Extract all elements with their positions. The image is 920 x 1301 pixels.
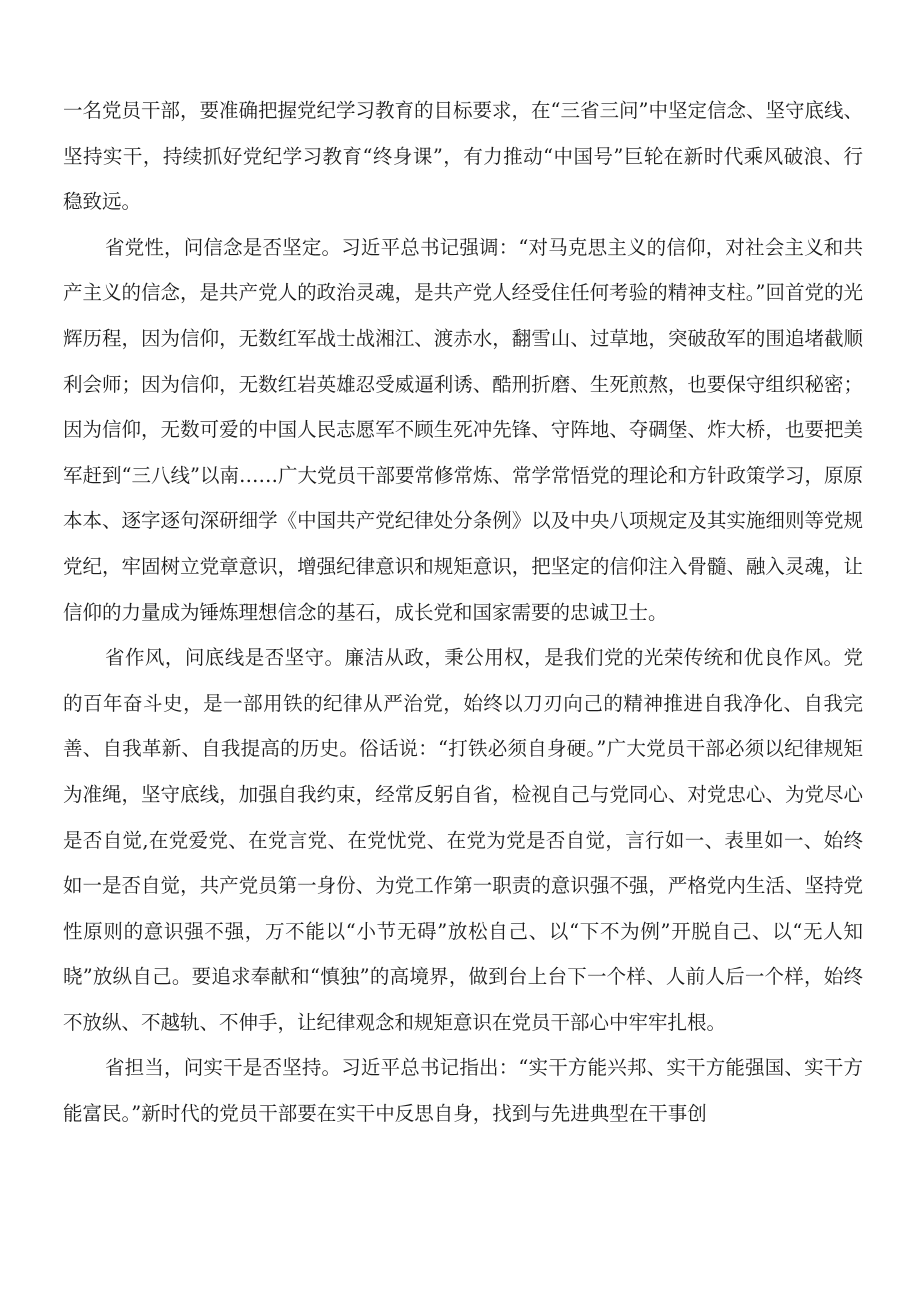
paragraph-work-style: 省作风，问底线是否坚守。廉洁从政，秉公用权，是我们党的光荣传统和优良作风。党的百年奋斗史，是一部用铁的纪律从严治党，始终以刀刃向己的精神推进自我净化、自我完善、自我革新、自我提高的历史。俗话说：“打铁必须自身硬。”广大党员干部必须以纪律规矩为准绳，坚守底线，加强自我约束，经常反躬自省，检视自己与党同心、对党忠心、为党尽心是否自觉,在党爱党、在党言党、在党忧党、在党为党是否自觉，言行如一、表里如一、始终如一是否自觉，共产党员第一身份、为党工作第一职责的意识强不强，严格党内生活、坚持党性原则的意识强不强，万不能以“小节无碍”放松自己、以“下不为例”开脱自己、以“无人知晓”放纵自己。要追求奉献和“慎独”的高境界，做到台上台下一个样、人前人后一个样，始终不放纵、不越轨、不伸手，让纪律观念和规矩意识在党员干部心中牢牢扎根。 (63, 646, 863, 1034)
document-body (63, 88, 863, 1137)
paragraph-intro: 一名党员干部，要准确把握党纪学习教育的目标要求，在“三省三问”中坚定信念、坚守底线、坚持实干，持续抓好党纪学习教育“终身课”，有力推动“中国号”巨轮在新时代乘风破浪、行稳致远。 (63, 99, 863, 214)
paragraph-responsibility: 省担当，问实干是否坚持。习近平总书记指出：“实干方能兴邦、实干方能强国、实干方能富民。”新时代的党员干部要在实干中反思自身，找到与先进典型在干事创 (63, 1056, 863, 1126)
paragraph-party-spirit: 省党性，问信念是否坚定。习近平总书记强调：“对马克思主义的信仰，对社会主义和共产主义的信念，是共产党人的政治灵魂，是共产党人经受住任何考验的精神支柱。”回首党的光辉历程，因为信仰，无数红军战士战湘江、渡赤水，翻雪山、过草地，突破敌军的围追堵截顺利会师；因为信仰，无数红岩英雄忍受威逼利诱、酷刑折磨、生死煎熬，也要保守组织秘密；因为信仰，无数可爱的中国人民志愿军不顾生死冲先锋、守阵地、夺碉堡、炸大桥，也要把美军赶到“三八线”以南……广大党员干部要常修常炼、常学常悟党的理论和方针政策学习，原原本本、逐字逐句深研细学《中国共产党纪律处分条例》以及中央八项规定及其实施细则等党规党纪，牢固树立党章意识，增强纪律意识和规矩意识，把坚定的信仰注入骨髓、融入灵魂，让信仰的力量成为锤炼理想信念的基石，成长党和国家需要的忠诚卫士。 (63, 235, 863, 624)
